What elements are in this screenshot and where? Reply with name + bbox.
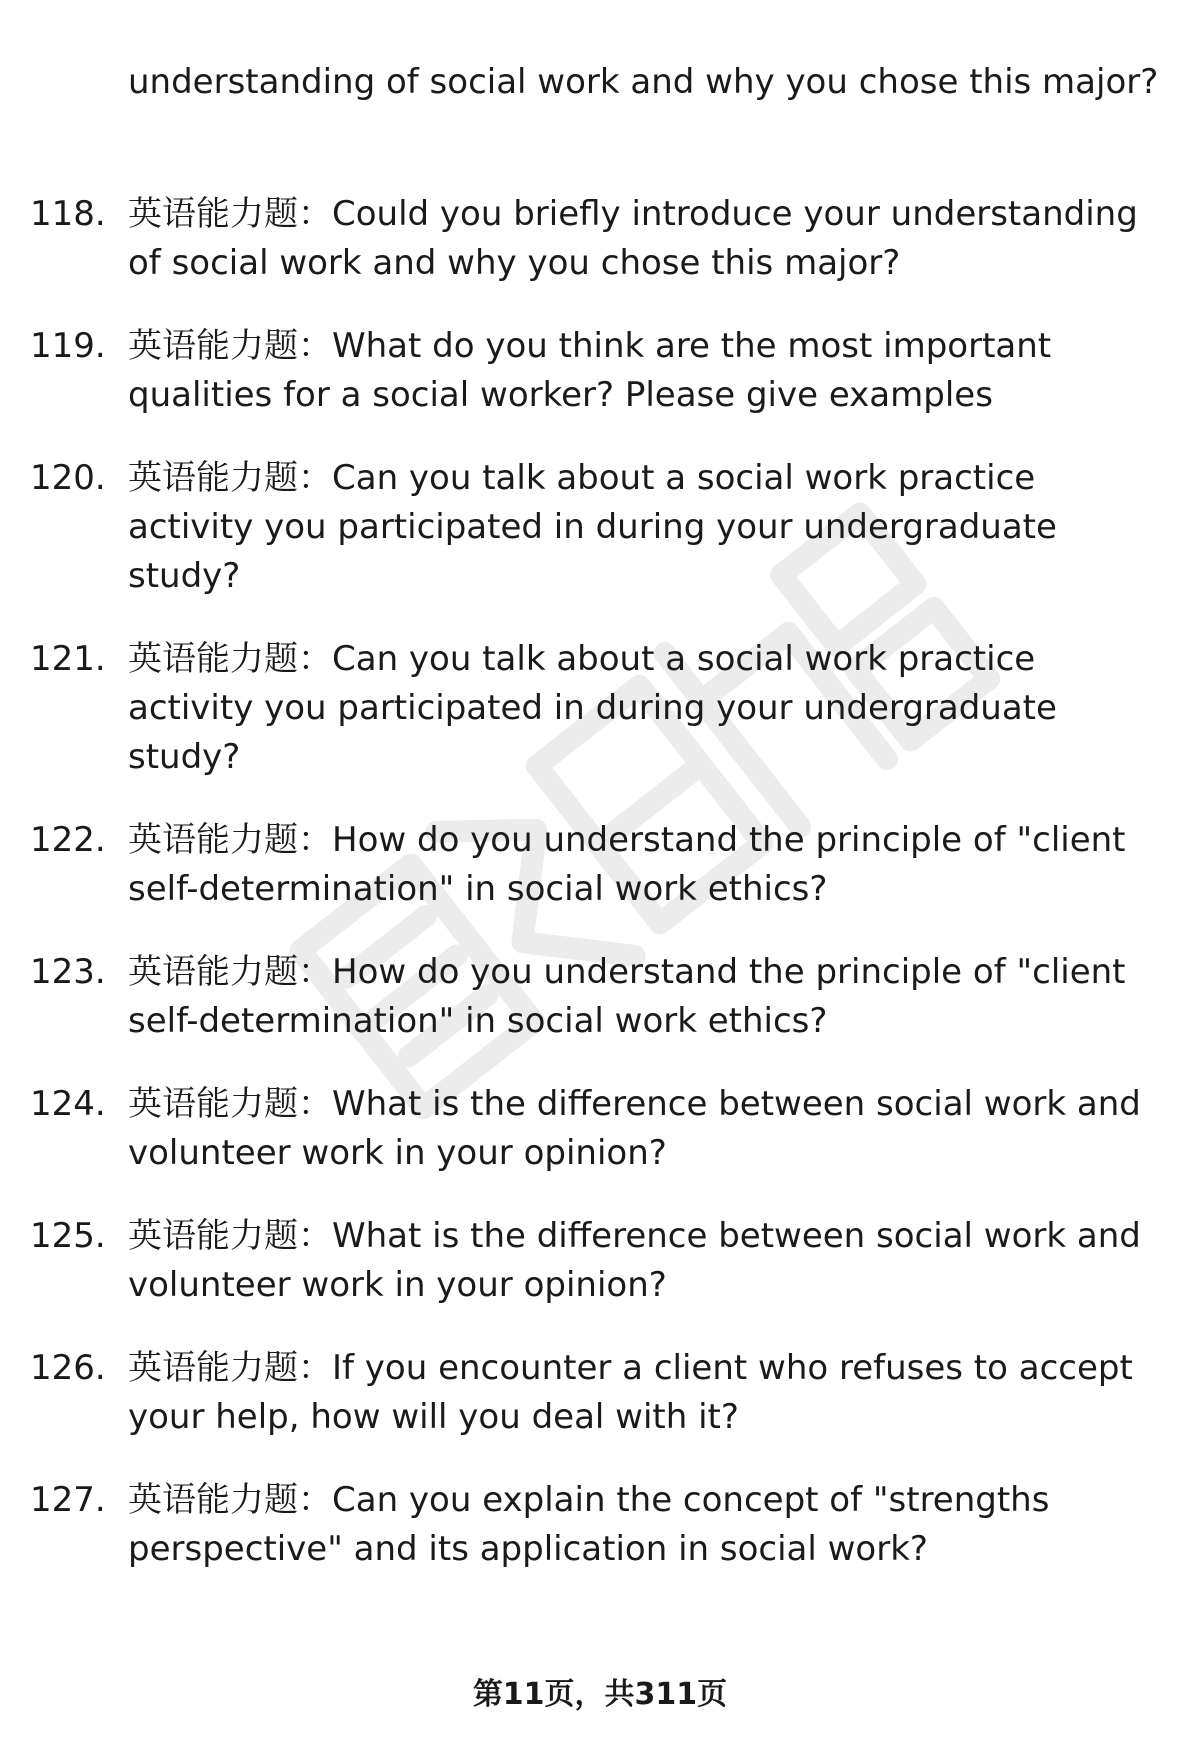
- question-category: 英语能力题：: [128, 326, 332, 366]
- question-body: [128, 816, 1168, 914]
- question-text: Could you briefly introduce your understanding of social work and why you chose this major?: [128, 194, 1138, 283]
- question-number: 125.: [30, 1216, 106, 1256]
- question-list: [0, 190, 1200, 1608]
- question-text: Can you talk about a social work practice activity you participated in during your undergraduate study?: [128, 639, 1057, 777]
- question-body: [128, 322, 1168, 420]
- question-number: 121.: [30, 639, 106, 679]
- question-body: [128, 1212, 1168, 1310]
- question-number: 124.: [30, 1084, 106, 1124]
- question-item: [0, 1212, 1200, 1310]
- question-text: What is the difference between social work and volunteer work in your opinion?: [128, 1084, 1141, 1173]
- question-item: [0, 816, 1200, 914]
- question-text: Can you explain the concept of "strengths perspective" and its application in social work?: [128, 1480, 1050, 1569]
- question-body: [128, 454, 1168, 601]
- question-item: [0, 1476, 1200, 1574]
- question-item: [0, 190, 1200, 288]
- question-body: [128, 635, 1168, 782]
- question-text: What is the difference between social work and volunteer work in your opinion?: [128, 1216, 1141, 1305]
- question-category: 英语能力题：: [128, 639, 332, 679]
- question-body: [128, 948, 1168, 1046]
- question-category: 英语能力题：: [128, 1348, 332, 1388]
- question-body: [128, 190, 1168, 288]
- question-item: [0, 1344, 1200, 1442]
- question-body: [128, 1344, 1168, 1442]
- question-number: 123.: [30, 952, 106, 992]
- question-item: [0, 454, 1200, 601]
- question-body: [128, 1080, 1168, 1178]
- question-category: 英语能力题：: [128, 952, 332, 992]
- question-category: 英语能力题：: [128, 194, 332, 234]
- question-text: What do you think are the most important qualities for a social worker? Please give examples: [128, 326, 1052, 415]
- continued-question-text: understanding of social work and why you chose this major?: [128, 62, 1159, 102]
- question-number: 127.: [30, 1480, 106, 1520]
- question-category: 英语能力题：: [128, 1480, 332, 1520]
- page-footer: 第11页，共311页: [472, 1677, 728, 1712]
- question-number: 120.: [30, 458, 106, 498]
- question-text: Can you talk about a social work practice activity you participated in during your undergraduate study?: [128, 458, 1057, 596]
- question-item: [0, 948, 1200, 1046]
- question-item: [0, 635, 1200, 782]
- question-number: 126.: [30, 1348, 106, 1388]
- question-number: 122.: [30, 820, 106, 860]
- question-text: How do you understand the principle of "client self-determination" in social work ethics?: [128, 820, 1126, 909]
- question-category: 英语能力题：: [128, 1216, 332, 1256]
- question-item: [0, 322, 1200, 420]
- question-text: How do you understand the principle of "client self-determination" in social work ethics?: [128, 952, 1126, 1041]
- question-category: 英语能力题：: [128, 458, 332, 498]
- question-body: [128, 1476, 1168, 1574]
- question-text: If you encounter a client who refuses to accept your help, how will you deal with it?: [128, 1348, 1133, 1437]
- question-category: 英语能力题：: [128, 820, 332, 860]
- question-item: [0, 1080, 1200, 1178]
- question-number: 118.: [30, 194, 106, 234]
- question-category: 英语能力题：: [128, 1084, 332, 1124]
- question-number: 119.: [30, 326, 106, 366]
